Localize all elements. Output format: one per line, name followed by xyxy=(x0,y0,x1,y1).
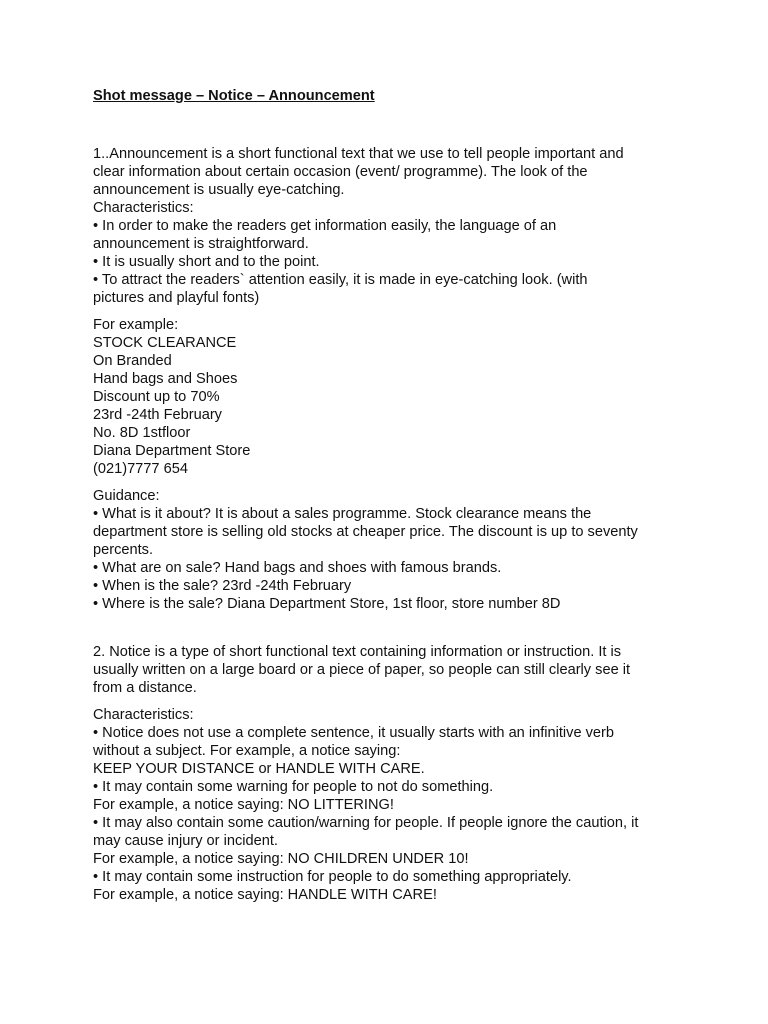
announcement-definition xyxy=(93,145,693,307)
bullet-line: • When is the sale? 23rd -24th February xyxy=(93,578,352,594)
text-line: pictures and playful fonts) xyxy=(93,290,260,306)
text-line: usually written on a large board or a piece of paper, so people can still clearly see it xyxy=(93,662,631,678)
text-line: For example, a notice saying: NO LITTERING! xyxy=(93,797,394,813)
text-line: KEEP YOUR DISTANCE or HANDLE WITH CARE. xyxy=(93,761,425,777)
notice-definition xyxy=(93,643,693,697)
text-line: announcement is usually eye-catching. xyxy=(93,182,345,198)
text-line: 1..Announcement is a short functional text that we use to tell people important and xyxy=(93,146,624,162)
text-line: 2. Notice is a type of short functional text containing information or instruction. It is xyxy=(93,644,622,660)
bullet-line: • It may contain some instruction for people to do something appropriately. xyxy=(93,869,572,885)
text-line: Guidance: xyxy=(93,488,160,504)
bullet-line: • What is it about? It is about a sales programme. Stock clearance means the xyxy=(93,506,592,522)
text-line: Discount up to 70% xyxy=(93,389,220,405)
text-line: may cause injury or incident. xyxy=(93,833,278,849)
bullet-line: • Where is the sale? Diana Department Store, 1st floor, store number 8D xyxy=(93,596,561,612)
text-line: For example, a notice saying: HANDLE WITH CARE! xyxy=(93,887,437,903)
text-line: Diana Department Store xyxy=(93,443,251,459)
text-line: No. 8D 1stfloor xyxy=(93,425,191,441)
bullet-line: • To attract the readers` attention easily, it is made in eye-catching look. (with xyxy=(93,272,588,288)
document-title: Shot message – Notice – Announcement xyxy=(93,88,375,104)
text-line: department store is selling old stocks at cheaper price. The discount is up to seventy xyxy=(93,524,638,540)
bullet-line: • It is usually short and to the point. xyxy=(93,254,320,270)
text-line: For example, a notice saying: NO CHILDREN UNDER 10! xyxy=(93,851,469,867)
bullet-line: • It may contain some warning for people to not do something. xyxy=(93,779,494,795)
text-line: (021)7777 654 xyxy=(93,461,188,477)
bullet-line: • Notice does not use a complete sentence, it usually starts with an infinitive verb xyxy=(93,725,615,741)
text-line: Hand bags and Shoes xyxy=(93,371,238,387)
text-line: STOCK CLEARANCE xyxy=(93,335,237,351)
bullet-line: • It may also contain some caution/warning for people. If people ignore the caution, it xyxy=(93,815,639,831)
text-line: Characteristics: xyxy=(93,707,194,723)
text-line: For example: xyxy=(93,317,179,333)
text-line: without a subject. For example, a notice saying: xyxy=(93,743,401,759)
notice-characteristics xyxy=(93,706,693,904)
text-line: clear information about certain occasion (event/ programme). The look of the xyxy=(93,164,588,180)
document-page xyxy=(93,85,693,904)
text-line: On Branded xyxy=(93,353,172,369)
text-line: announcement is straightforward. xyxy=(93,236,309,252)
text-line: percents. xyxy=(93,542,154,558)
announcement-guidance xyxy=(93,487,693,613)
text-line: Characteristics: xyxy=(93,200,194,216)
bullet-line: • What are on sale? Hand bags and shoes with famous brands. xyxy=(93,560,502,576)
text-line: from a distance. xyxy=(93,680,197,696)
text-line: 23rd -24th February xyxy=(93,407,222,423)
announcement-example xyxy=(93,316,693,478)
bullet-line: • In order to make the readers get information easily, the language of an xyxy=(93,218,557,234)
